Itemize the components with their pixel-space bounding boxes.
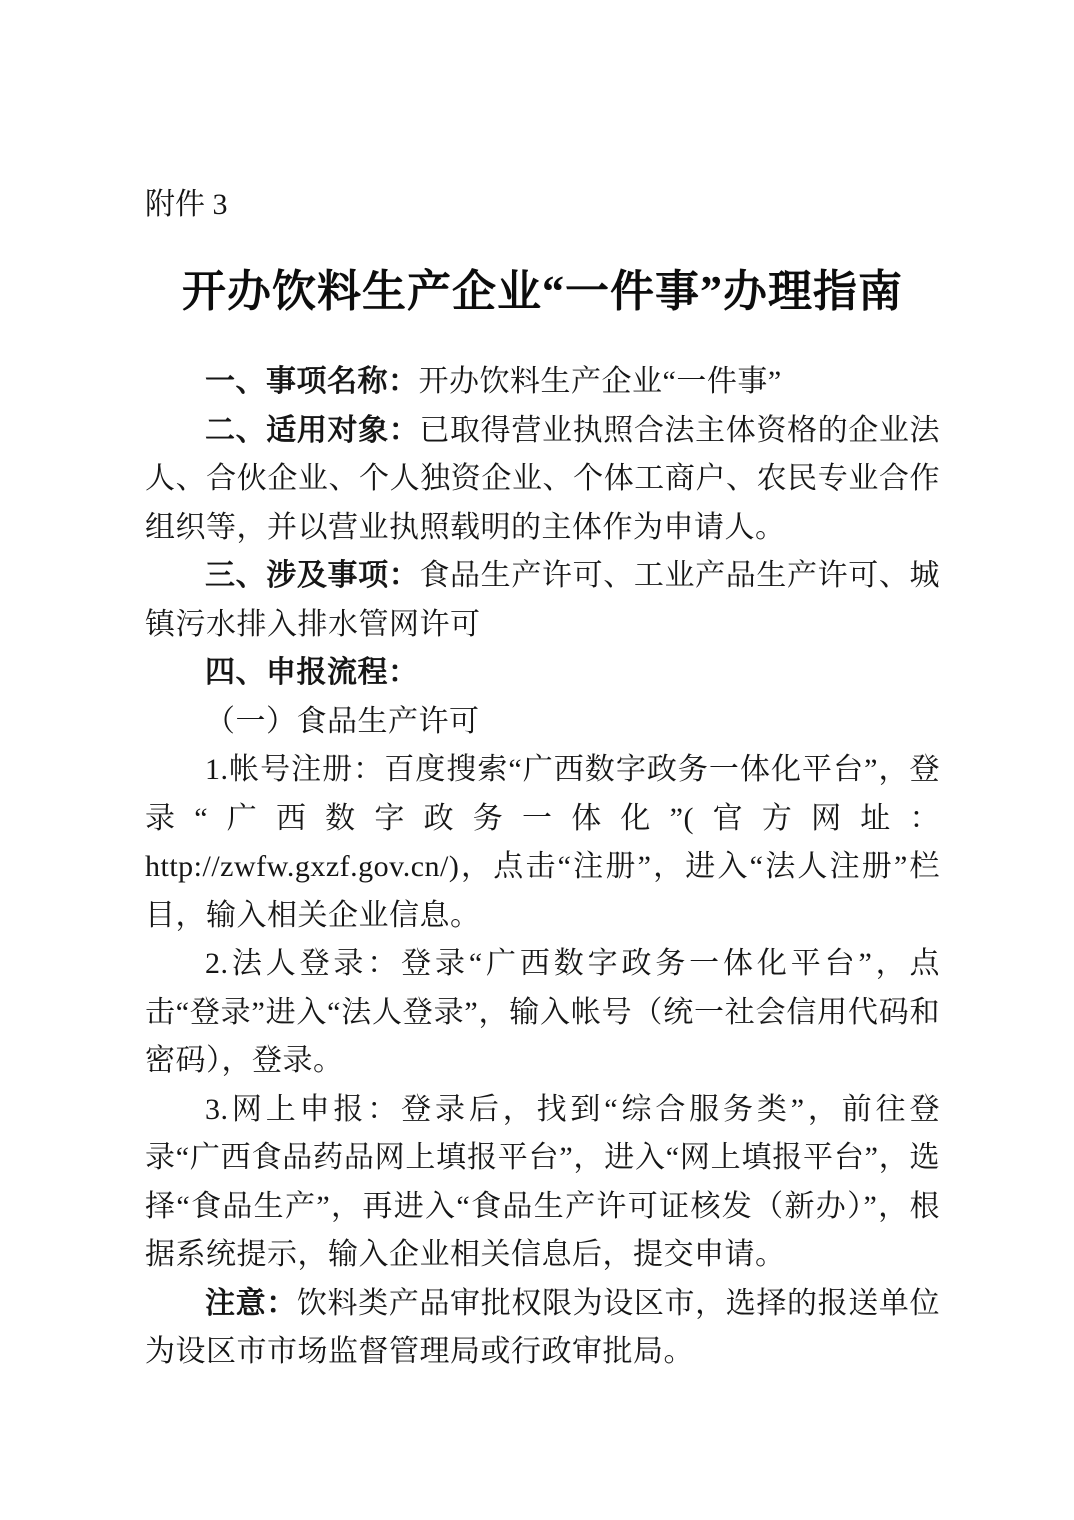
document-body [145, 358, 940, 1377]
paragraph-food-production-license-heading [145, 698, 940, 747]
paragraph-step-legal-person-login [145, 940, 940, 1086]
paragraph-text: 饮料类产品审批权限为设区市，选择的报送单位为设区市市场监督管理局或行政审批局。 [145, 1286, 941, 1368]
paragraph-text: 已取得营业执照合法主体资格的企业法人、合伙企业、个人独资企业、个体工商户、农民专业合作组织等，并以营业执照载明的主体作为申请人。 [145, 413, 941, 544]
paragraph-label: 四、申报流程： [205, 656, 419, 689]
paragraph-label: 注意： [205, 1286, 297, 1320]
paragraph-text: 1.帐号注册：百度搜索“广西数字政务一体化平台”，登录“广西数字政务一体化”(官方网址：http://zwfw.gxzf.gov.cn/)，点击“注册”，进入“法人注册”栏目，输入相关企业信息。 [145, 753, 940, 932]
paragraph-step-online-declaration [145, 1086, 940, 1280]
paragraph-text: 3.网上申报：登录后，找到“综合服务类”，前往登录“广西食品药品网上填报平台”，进入“网上填报平台”，选择“食品生产”，再进入“食品生产许可证核发（新办）”，根据系统提示，输入企业相关信息后，提交申请。 [145, 1092, 940, 1271]
paragraph-text: 开办饮料生产企业“一件事” [418, 365, 782, 398]
paragraph-text: 食品生产许可、工业产品生产许可、城镇污水排入排水管网许可 [145, 559, 941, 641]
paragraph-step-account-registration [145, 746, 940, 940]
page-title: 开办饮料生产企业“一件事”办理指南 [182, 267, 903, 316]
paragraph-label: 一、事项名称： [205, 365, 419, 398]
paragraph-applicable-objects [145, 407, 940, 553]
paragraph-notice [145, 1280, 940, 1377]
attachment-label: 附件 3 [145, 188, 228, 221]
paragraph-involved-matters [145, 552, 940, 649]
paragraph-text: （一）食品生产许可 [205, 704, 480, 738]
paragraph-declaration-process [145, 649, 940, 698]
paragraph-item-name [145, 358, 940, 407]
paragraph-text: 2.法人登录：登录“广西数字政务一体化平台”，点击“登录”进入“法人登录”，输入帐号（统一社会信用代码和密码），登录。 [145, 947, 940, 1077]
paragraph-label: 三、涉及事项： [205, 559, 420, 592]
paragraph-label: 二、适用对象： [205, 413, 420, 447]
